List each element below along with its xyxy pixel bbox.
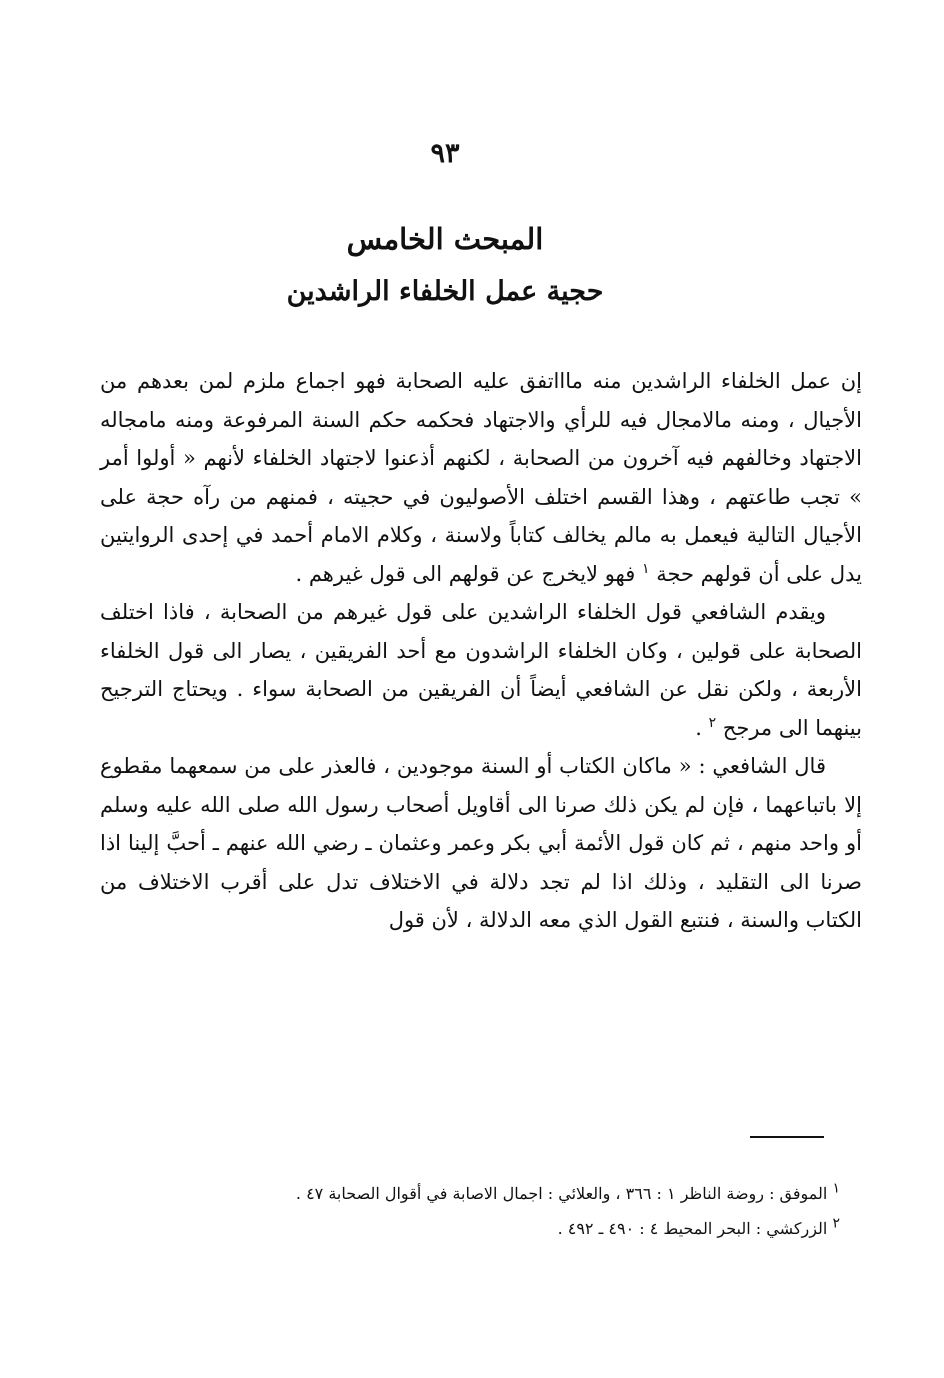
- body-text: [100, 362, 862, 940]
- page-number: ٩٣: [430, 138, 460, 169]
- footnote-1: [180, 1176, 840, 1211]
- paragraph-1-end: فهو لايخرج عن قولهم الى قول غيرهم .: [295, 561, 636, 586]
- paragraph-3-text: قال الشافعي : « ماكان الكتاب أو السنة موجودين ، فالعذر على من سمعهما مقطوع إلا باتباعهما ، فإن لم يكن ذلك صرنا الى أقاويل أصحاب رسول الله صلى الله عليه وسلم أو واحد منهم ، ثم كان قول الأئمة أبي بكر وعمر وعثمان ـ رضي الله عنهم ـ أحبَّ إلينا اذا صرنا الى التقليد ، وذلك اذا لم تجد دلالة في الاختلاف تدل على أقرب الاختلاف من الكتاب والسنة ، فنتبع القول الذي معه الدلالة ، لأن قول: [100, 754, 862, 932]
- footnote-2-text: الزركشي : البحر المحيط ٤ : ٤٩٠ ـ ٤٩٢ .: [557, 1219, 828, 1238]
- paragraph-3: [100, 747, 862, 940]
- footnote-2-mark: ٢: [832, 1215, 840, 1232]
- paragraph-2: [100, 593, 862, 747]
- paragraph-1-text: إن عمل الخلفاء الراشدين منه ماااتفق عليه الصحابة فهو اجماع ملزم لمن بعدهم من الأجيال ، ومنه مالامجال فيه للرأي والاجتهاد فحكمه حكم السنة المرفوعة ومنه مامجاله الاجتهاد وخالفهم فيه آخرون من الصحابة ، لكنهم أذعنوا لاجتهاد الخلفاء لأنهم « أولوا أمر » تجب طاعتهم ، وهذا القسم اختلف الأصوليون في حجيته ، فمنهم من رآه حجة على الأجيال التالية فيعمل به مالم يخالف كتاباً ولاسنة ، وكلام الامام أحمد في إحدى الروايتين يدل على أن قولهم حجة: [100, 369, 862, 586]
- footnote-2: [180, 1211, 840, 1246]
- footnotes: [180, 1176, 840, 1246]
- footnote-reference-1: ١: [641, 560, 650, 577]
- footnote-reference-2: ٢: [708, 714, 717, 731]
- footnote-divider: [750, 1136, 824, 1138]
- paragraph-1: [100, 362, 862, 593]
- footnote-1-mark: ١: [832, 1180, 840, 1197]
- paragraph-2-end: .: [695, 715, 702, 740]
- paragraph-2-text: ويقدم الشافعي قول الخلفاء الراشدين على قول غيرهم من الصحابة ، فاذا اختلف الصحابة على قولين ، وكان الخلفاء الراشدون مع أحد الفريقين ، يصار الى قول الخلفاء الأربعة ، ولكن نقل عن الشافعي أيضاً أن الفريقين من الصحابة سواء . ويحتاج الترجيح بينهما الى مرجح: [100, 600, 862, 740]
- section-subtitle: حجية عمل الخلفاء الراشدين: [286, 276, 604, 307]
- section-title: المبحث الخامس: [346, 222, 544, 256]
- footnote-1-text: الموفق : روضة الناظر ١ : ٣٦٦ ، والعلائي : اجمال الاصابة في أقوال الصحابة ٤٧ .: [295, 1184, 828, 1203]
